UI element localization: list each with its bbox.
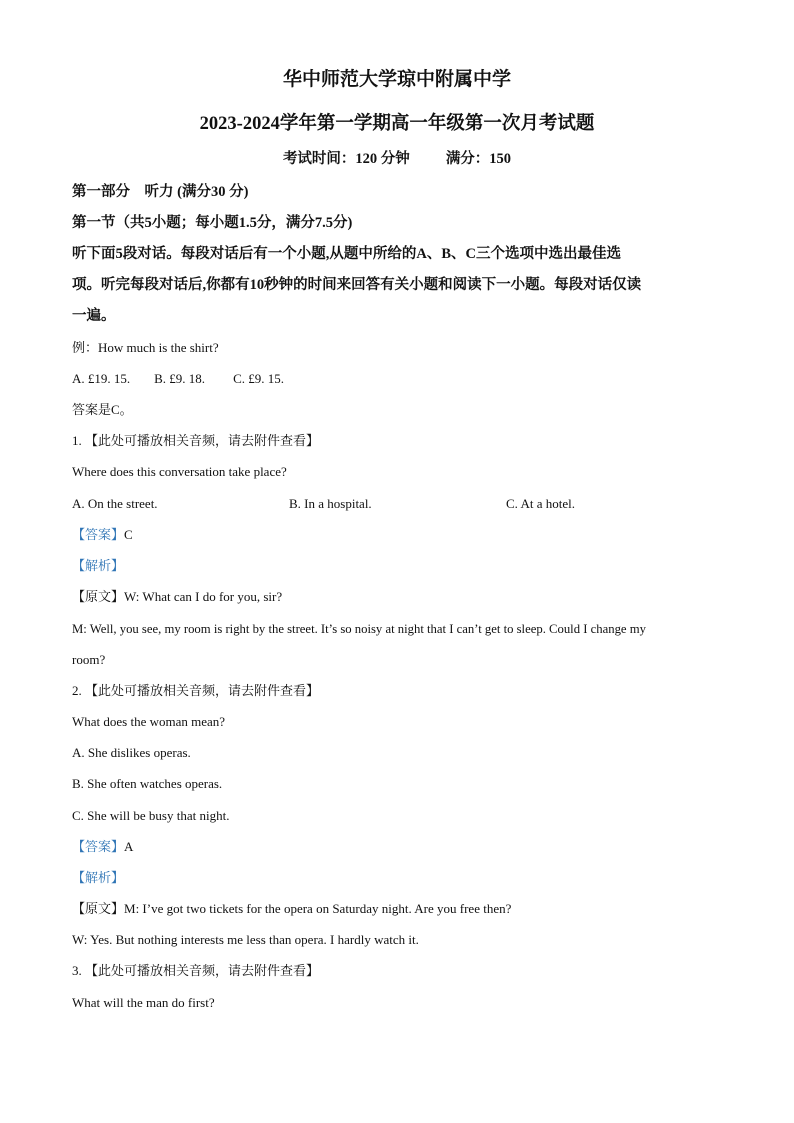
part-heading: 第一部分 听力 (满分30 分) [72, 184, 249, 200]
q2-option-b: B. She often watches operas. [72, 776, 223, 791]
q1-option-b: B. In a hospital. [289, 496, 372, 511]
q2-transcript-text-1: M: I’ve got two tickets for the opera on Saturday night. Are you free then? [124, 901, 512, 916]
example-option-c: C. £9. 15. [233, 371, 284, 386]
example-option-b: B. £9. 18. [154, 371, 206, 386]
exam-info [0, 150, 794, 168]
example-options [72, 370, 284, 388]
q1-answer-value: C [124, 527, 133, 542]
q2-question: What does the woman mean? [72, 714, 226, 729]
q1-answer [72, 526, 133, 544]
exam-title: 2023-2024学年第一学期高一年级第一次月考试题 [199, 114, 595, 134]
q2-transcript-label: 【原文】 [72, 901, 125, 916]
q1-audio-note: 1. 【此处可播放相关音频，请去附件查看】 [72, 433, 320, 448]
q1-option-c: C. At a hotel. [506, 496, 575, 511]
instructions-line-3: 一遍。 [72, 308, 116, 324]
full-score: 满分：150 [445, 151, 512, 167]
exam-time: 考试时间：120 分钟 [282, 151, 410, 167]
q2-analysis-label: 【解析】 [72, 870, 125, 885]
q1-analysis-label: 【解析】 [72, 558, 125, 573]
q1-transcript-label: 【原文】 [72, 589, 125, 604]
q1-option-a: A. On the street. [72, 496, 158, 511]
q3-audio-note: 3. 【此处可播放相关音频，请去附件查看】 [72, 963, 320, 978]
example-answer: 答案是C。 [72, 402, 133, 417]
q2-answer-label: 【答案】 [72, 839, 125, 854]
q2-option-a: A. She dislikes operas. [72, 745, 191, 760]
q2-answer-value: A [124, 839, 134, 854]
q1-transcript-line-3: room? [72, 652, 106, 667]
q2-answer [72, 838, 133, 856]
instructions-line-2: 项。听完每段对话后,你都有10秒钟的时间来回答有关小题和阅读下一小题。每段对话仅读 [72, 277, 642, 293]
q2-audio-note: 2. 【此处可播放相关音频，请去附件查看】 [72, 683, 320, 698]
example-option-a: A. £19. 15. [72, 371, 131, 386]
example-question: 例：How much is the shirt? [72, 340, 219, 355]
q2-option-c: C. She will be busy that night. [72, 808, 230, 823]
q1-transcript-text-1: W: What can I do for you, sir? [124, 589, 283, 604]
q1-transcript-line-1 [72, 588, 282, 606]
q1-question: Where does this conversation take place? [72, 464, 287, 479]
q3-question: What will the man do first? [72, 995, 215, 1010]
q2-transcript-line-1 [72, 900, 511, 918]
school-title: 华中师范大学琼中附属中学 [282, 69, 511, 90]
q2-transcript-line-2: W: Yes. But nothing interests me less than opera. I hardly watch it. [72, 932, 419, 947]
subsection-heading: 第一节（共5小题；每小题1.5分，满分7.5分) [72, 215, 353, 231]
q1-answer-label: 【答案】 [72, 527, 125, 542]
instructions-line-1: 听下面5段对话。每段对话后有一个小题,从题中所给的A、B、C三个选项中选出最佳选 [72, 246, 621, 262]
q1-transcript-line-2: M: Well, you see, my room is right by the street. It’s so noisy at night that I can’t get to sleep. Could I change my [72, 622, 646, 636]
